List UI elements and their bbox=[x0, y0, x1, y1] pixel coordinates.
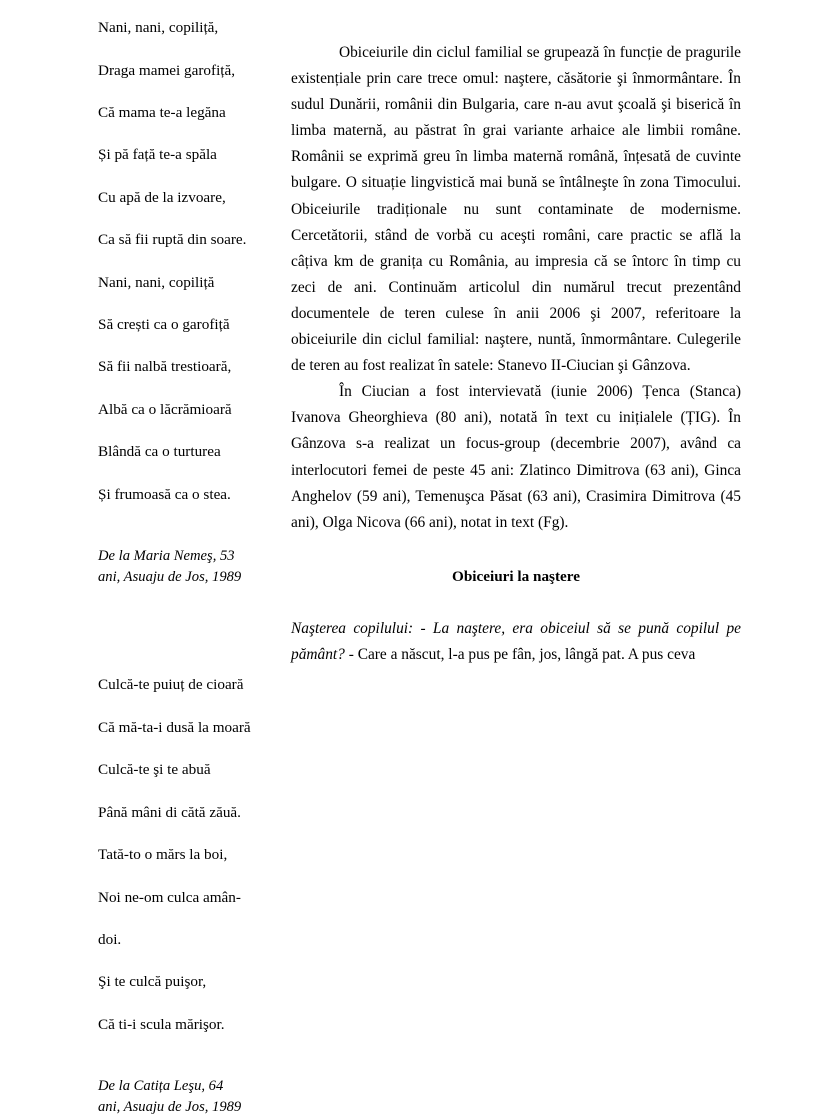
poem-line: Blândă ca o turturea bbox=[98, 443, 221, 461]
section-heading: Obiceiuri la naştere bbox=[452, 567, 580, 585]
poem-attribution-1 bbox=[98, 546, 278, 587]
poem-line: Albă ca o lăcrămioară bbox=[98, 400, 232, 418]
attribution-line: ani, Asuaju de Jos, 1989 bbox=[98, 568, 242, 585]
poem-line: Că ti-i scula mărişor. bbox=[98, 1015, 225, 1033]
left-column bbox=[98, 0, 278, 1117]
poem-line: Și frumoasă ca o stea. bbox=[98, 485, 231, 503]
poem-line: Draga mamei garofiță, bbox=[98, 61, 236, 79]
interview-question: Naşterea copilului: - La naştere, era obiceiul să se pună copilul pe pământ? bbox=[291, 619, 741, 663]
body-paragraph-2: În Ciucian a fost intervievată (iunie 2006) Țenca (Stanca) Ivanova Gheorghieva (80 ani), notată în text cu inițialele (ȚIG). În Gânzova s-a realizat un focus-group (decembrie 2007), având ca interlocutori femei de peste 45 ani: Zlatinco Dimitrova (63 ani), Ginca Anghelov (59 ani), Temenuşca Păsat (63 ani), Crasimira Dimitrova (45 ani), Olga Nicova (66 ani), notat in text (Fg). bbox=[291, 383, 741, 531]
attribution-line: De la Catița Leşu, 64 bbox=[98, 1078, 224, 1095]
body-paragraph-1: Obiceiurile din ciclul familial se grupează în funcție de pragurile existențiale prin care trece omul: naştere, căsătorie şi înmormântare. În sudul Dunării, românii din Bulgaria, care n-au avut şcoală şi biserică în limba maternă, au păstrat în grai variante arhaice ale limbii române. Românii se exprimă greu în limba maternă română, înțesată de cuvinte bulgare. O situație lingvistică mai bună se întâlneşte în zona Timocului. Obiceiurile tradiționale nu sunt contaminate de modernisme. Cercetătorii, stând de vorbă cu aceşti români, care practic se află la câțiva km de granița cu România, au impresia că se întorc în timp cu zeci de ani. Continuăm articolul din numărul trecut prezentând documentele de teren culese în anii 2006 şi 2007, referitoare la obiceiurile din ciclul familial: naştere, nuntă, înmormântare. Culegerile de teren au fost realizat în satele: Stanevo II-Ciucian şi Gânzova. bbox=[291, 44, 741, 375]
right-column bbox=[291, 40, 741, 668]
interview-answer: - Care a născut, l-a pus pe fân, jos, lângă pat. A pus ceva bbox=[344, 645, 696, 663]
poem-line: Să crești ca o garofiță bbox=[98, 316, 230, 334]
poem-line: Și pă față te-a spăla bbox=[98, 146, 217, 164]
attribution-line: ani, Asuaju de Jos, 1989 bbox=[98, 1098, 242, 1115]
interview-paragraph bbox=[291, 590, 741, 668]
poem-line: Să fii nalbă trestioară, bbox=[98, 358, 232, 376]
poem-line: Că mama te-a legăna bbox=[98, 104, 226, 122]
poem-line: Culcă-te şi te abuă bbox=[98, 761, 211, 779]
column-spacer bbox=[98, 587, 278, 653]
poem-line: Culcă-te puiuț de cioară bbox=[98, 676, 244, 694]
poem-line: Nani, nani, copiliță bbox=[98, 273, 215, 291]
poem-line: Nani, nani, copiliță, bbox=[98, 19, 219, 37]
poem-line: Tată-to o mărs la boi, bbox=[98, 846, 228, 864]
poem-line: doi. bbox=[98, 930, 122, 948]
poem-block-2 bbox=[98, 653, 278, 1056]
poem-line: Ca să fii ruptă din soare. bbox=[98, 231, 247, 249]
poem-line: Că mă-ta-i dusă la moară bbox=[98, 718, 251, 736]
poem-line: Noi ne-om culca amân- bbox=[98, 888, 241, 906]
poem-line: Şi te culcă puişor, bbox=[98, 973, 207, 991]
attribution-line: De la Maria Nemeş, 53 bbox=[98, 548, 235, 565]
poem-block-1 bbox=[98, 0, 278, 526]
poem-line: Până mâni di cătă zăuă. bbox=[98, 803, 241, 821]
poem-attribution-2 bbox=[98, 1076, 278, 1117]
poem-line: Cu apă de la izvoare, bbox=[98, 188, 226, 206]
